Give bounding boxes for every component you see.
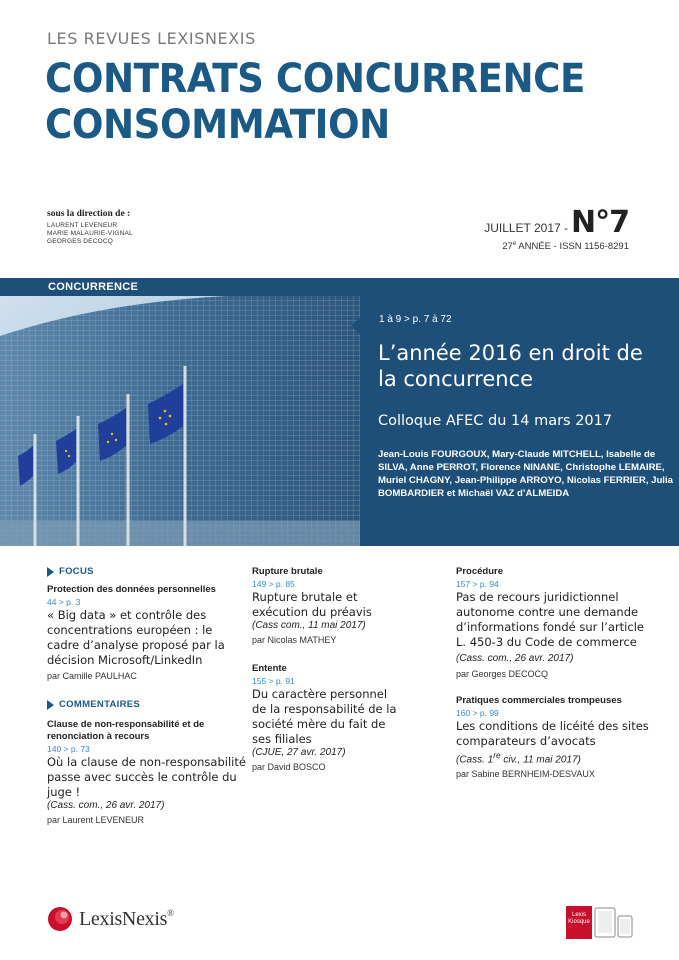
editorial-direction <box>47 209 133 246</box>
director-name: GEORGES DECOCQ <box>47 238 114 245</box>
focus-heading: FOCUS <box>47 566 247 577</box>
feature-panel <box>360 278 679 546</box>
item-text: Du caractère personnel de la responsabilité de la société mère du fait de ses filiales <box>252 687 397 746</box>
item-ref: 149 > p. 85 <box>252 579 295 589</box>
director-name: LAURENT LEVENEUR <box>47 222 118 229</box>
logo-text: LexisNexis® <box>79 907 174 930</box>
issue-year-issn: 27e ANNÉE - ISSN 1156-8291 <box>502 241 629 253</box>
item-heading: Entente <box>252 663 287 674</box>
column-2 <box>252 566 452 772</box>
triangle-icon <box>47 567 54 577</box>
item-author: par Nicolas MATHEY <box>252 635 337 645</box>
title-line-1: CONTRATS CONCURRENCE <box>45 56 585 102</box>
item-citation: (Cass. 1re civ., 11 mai 2017) <box>456 750 581 766</box>
item-author: par Camille PAULHAC <box>47 671 137 681</box>
item-ref: 140 > p. 73 <box>47 744 90 754</box>
item-text: Les conditions de licéité des sites comparateurs d’avocats <box>456 719 649 748</box>
issue-info <box>484 205 629 252</box>
journal-title <box>45 56 585 148</box>
director-name: MARIE MALAURIE-VIGNAL <box>47 230 133 237</box>
item-author: par David BOSCO <box>252 762 326 772</box>
item-author: par Laurent LEVENEUR <box>47 815 145 825</box>
item-ref: 157 > p. 94 <box>456 579 499 589</box>
item-citation: (Cass. com., 26 avr. 2017) <box>456 653 574 664</box>
item-heading: Rupture brutale <box>252 566 323 577</box>
publisher-logo <box>47 906 174 932</box>
devices-icon <box>594 906 634 939</box>
item-text: « Big data » et contrôle des concentrations européen : le cadre d’analyse proposé par la décision Microsoft/LinkedIn <box>47 608 225 667</box>
issue-number: N°7 <box>571 205 629 240</box>
item-heading: Procédure <box>456 566 503 577</box>
item-text: Rupture brutale et exécution du préavis <box>252 590 372 619</box>
item-citation: (Cass com., 11 mai 2017) <box>252 620 366 631</box>
column-3 <box>456 566 656 779</box>
issue-date: JUILLET 2017 - <box>484 221 569 235</box>
item-heading: Protection des données personnelles <box>47 584 216 595</box>
section-label: CONCURRENCE <box>48 281 139 293</box>
item-text: Pas de recours juridictionnel autonome contre une demande d’informations fondé sur l’article L. 450-3 du Code de commerce (Cass. com., 26 avr. 2017) <box>456 590 644 664</box>
item-heading: Clause de non-responsabilité et de renonciation à recours <box>47 719 205 742</box>
feature-title: L’année 2016 en droit de la concurrence <box>378 341 643 391</box>
feature-ref: 1 à 9 > p. 7 à 72 <box>379 314 452 325</box>
item-ref: 44 > p. 3 <box>47 597 81 607</box>
series-name: LES REVUES LEXISNEXIS <box>47 29 256 48</box>
item-author: par Georges DECOCQ <box>456 669 549 679</box>
title-line-2: CONSOMMATION <box>45 102 390 148</box>
direction-label: sous la direction de : <box>47 209 131 219</box>
item-ref: 160 > p. 99 <box>456 708 499 718</box>
item-citation: (Cass. com., 26 avr. 2017) <box>47 800 165 811</box>
triangle-icon <box>47 700 54 710</box>
item-author: par Sabine BERNHEIM-DESVAUX <box>456 769 595 780</box>
item-text: Où la clause de non-responsabilité passe avec succès le contrôle du juge ! <box>47 755 246 799</box>
item-ref: 155 > p. 91 <box>252 676 295 686</box>
kiosk-badge: Lexis Kiosque <box>566 906 592 939</box>
cover-photo <box>0 296 360 546</box>
feature-authors: Jean-Louis FOURGOUX, Mary-Claude MITCHELL, Isabelle de SILVA, Anne PERROT, Florence NINANE, Christophe LEMAIRE, Muriel CHAGNY, Jean-Philippe ARROYO, Nicolas FERRIER, Julia BOMBARDIER et Michaël VAZ d’ALMEIDA <box>378 449 673 499</box>
lexisnexis-logo-icon <box>47 906 73 932</box>
comments-heading: COMMENTAIRES <box>47 699 247 710</box>
panel-notch <box>351 318 360 334</box>
feature-subtitle: Colloque AFEC du 14 mars 2017 <box>378 413 613 429</box>
column-1 <box>47 566 247 825</box>
item-heading: Pratiques commerciales trompeuses <box>456 695 622 706</box>
item-citation: (CJUE, 27 avr. 2017) <box>252 747 346 758</box>
